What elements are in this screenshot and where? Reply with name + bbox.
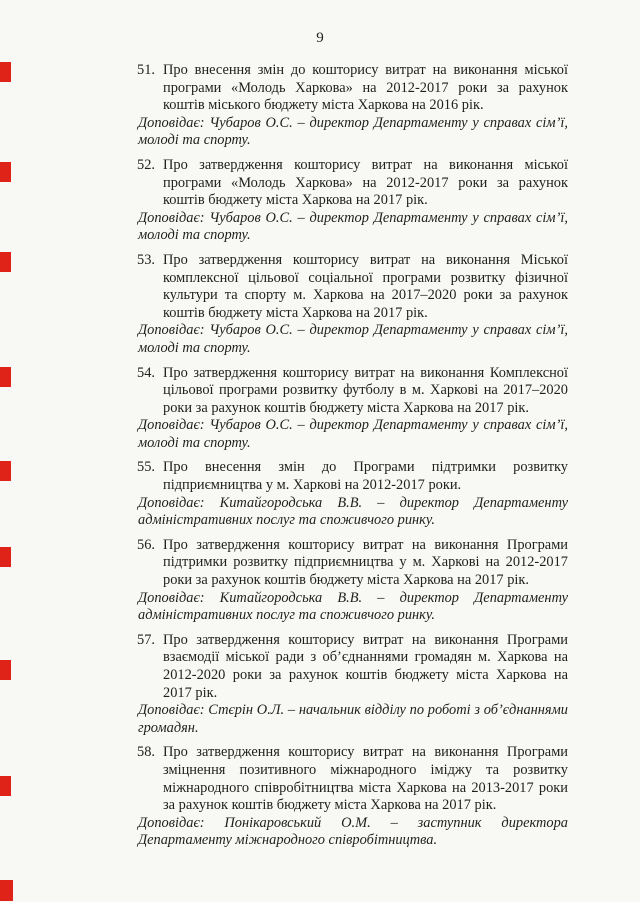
agenda-item-reporter: Доповідає: Чубаров О.С. – директор Департаменту у справах сім’ї, молоді та спорту. — [138, 322, 568, 356]
agenda-item-number: 54. — [137, 364, 155, 381]
agenda-item — [137, 744, 568, 850]
agenda-item-title: Про затвердження кошторису витрат на виконання Програми взаємодії міської ради з об’єднаннями громадян м. Харкова на 2012-2020 роки за рахунок коштів бюджету міста Харкова на 2017 рік. — [163, 631, 568, 701]
scan-artifact-mark — [0, 776, 11, 796]
agenda-item-reporter: Доповідає: Чубаров О.С. – директор Департаменту у справах сім’ї, молоді та спорту. — [138, 209, 568, 244]
agenda-item — [137, 62, 568, 150]
agenda-item — [137, 632, 568, 738]
scan-artifact-mark — [0, 880, 13, 901]
agenda-item-reporter: Доповідає: Понікаровський О.М. – заступник директора Департаменту міжнародного співробітництва. — [138, 814, 568, 849]
agenda-item-title: Про затвердження кошторису витрат на виконання Програми зміцнення позитивного міжнародного іміджу та розвитку міжнародного співробітництва міста Харкова на 2013-2017 роки за рахунок коштів бюджету міста Харкова на 2017 рік. — [163, 744, 568, 814]
agenda-item-title: Про затвердження кошторису витрат на виконання міської програми «Молодь Харкова» на 2012-2017 роки за рахунок коштів бюджету міста Харкова на 2017 рік. — [163, 156, 568, 209]
scan-artifact-mark — [0, 461, 11, 481]
scan-artifact-mark — [0, 252, 11, 272]
agenda-item-reporter: Доповідає: Китайгородська В.В. – директор Департаменту адміністративних послуг та споживчого ринку. — [138, 589, 568, 624]
scan-artifact-mark — [0, 660, 11, 680]
agenda-item — [137, 252, 568, 358]
scan-artifact-mark — [0, 367, 11, 387]
agenda-item-number: 55. — [137, 459, 155, 476]
agenda-item-reporter: Доповідає: Стєрін О.Л. – начальник відділу по роботі з об’єднаннями громадян. — [138, 702, 568, 736]
scan-artifact-mark — [0, 547, 11, 567]
agenda-item — [137, 157, 568, 245]
agenda-list — [137, 62, 568, 857]
agenda-item-reporter: Доповідає: Чубаров О.С. – директор Департаменту у справах сім’ї, молоді та спорту. — [138, 417, 568, 451]
agenda-item-title: Про затвердження кошторису витрат на виконання Комплексної цільової програми розвитку футболу в м. Харкові на 2017–2020 роки за рахунок коштів бюджету міста Харкова на 2017 рік. — [163, 364, 568, 416]
agenda-item-number: 58. — [137, 744, 155, 761]
agenda-item-number: 52. — [137, 156, 155, 173]
scan-artifact-mark — [0, 62, 11, 82]
agenda-item-title: Про внесення змін до Програми підтримки розвитку підприємництва у м. Харкові на 2012-2017 роки. — [163, 459, 568, 494]
agenda-item-title: Про затвердження кошторису витрат на виконання Міської комплексної цільової соціальної програми розвитку фізичної культури та спорту м. Харкова на 2017–2020 роки за рахунок коштів бюджету міста Харкова на 2017 рік. — [163, 251, 568, 321]
agenda-item-reporter: Доповідає: Китайгородська В.В. – директор Департаменту адміністративних послуг та споживчого ринку. — [138, 494, 568, 529]
agenda-item — [137, 459, 568, 529]
scan-artifact-mark — [0, 162, 11, 182]
agenda-item — [137, 365, 568, 453]
agenda-item-number: 57. — [137, 631, 155, 648]
agenda-item-number: 56. — [137, 536, 155, 553]
agenda-item-reporter: Доповідає: Чубаров О.С. – директор Департаменту у справах сім’ї, молоді та спорту. — [138, 114, 568, 149]
agenda-item-number: 53. — [137, 251, 155, 268]
agenda-item-number: 51. — [137, 62, 155, 78]
agenda-item — [137, 537, 568, 625]
page-number: 9 — [316, 30, 324, 46]
agenda-item-title: Про затвердження кошторису витрат на виконання Програми підтримки розвитку підприємництва у м. Харкові на 2012-2017 роки за рахунок коштів бюджету міста Харкова на 2017 рік. — [163, 536, 568, 589]
agenda-item-title: Про внесення змін до кошторису витрат на виконання міської програми «Молодь Харкова» на 2012-2017 роки за рахунок коштів міського бюджету міста Харкова на 2016 рік. — [163, 62, 568, 114]
